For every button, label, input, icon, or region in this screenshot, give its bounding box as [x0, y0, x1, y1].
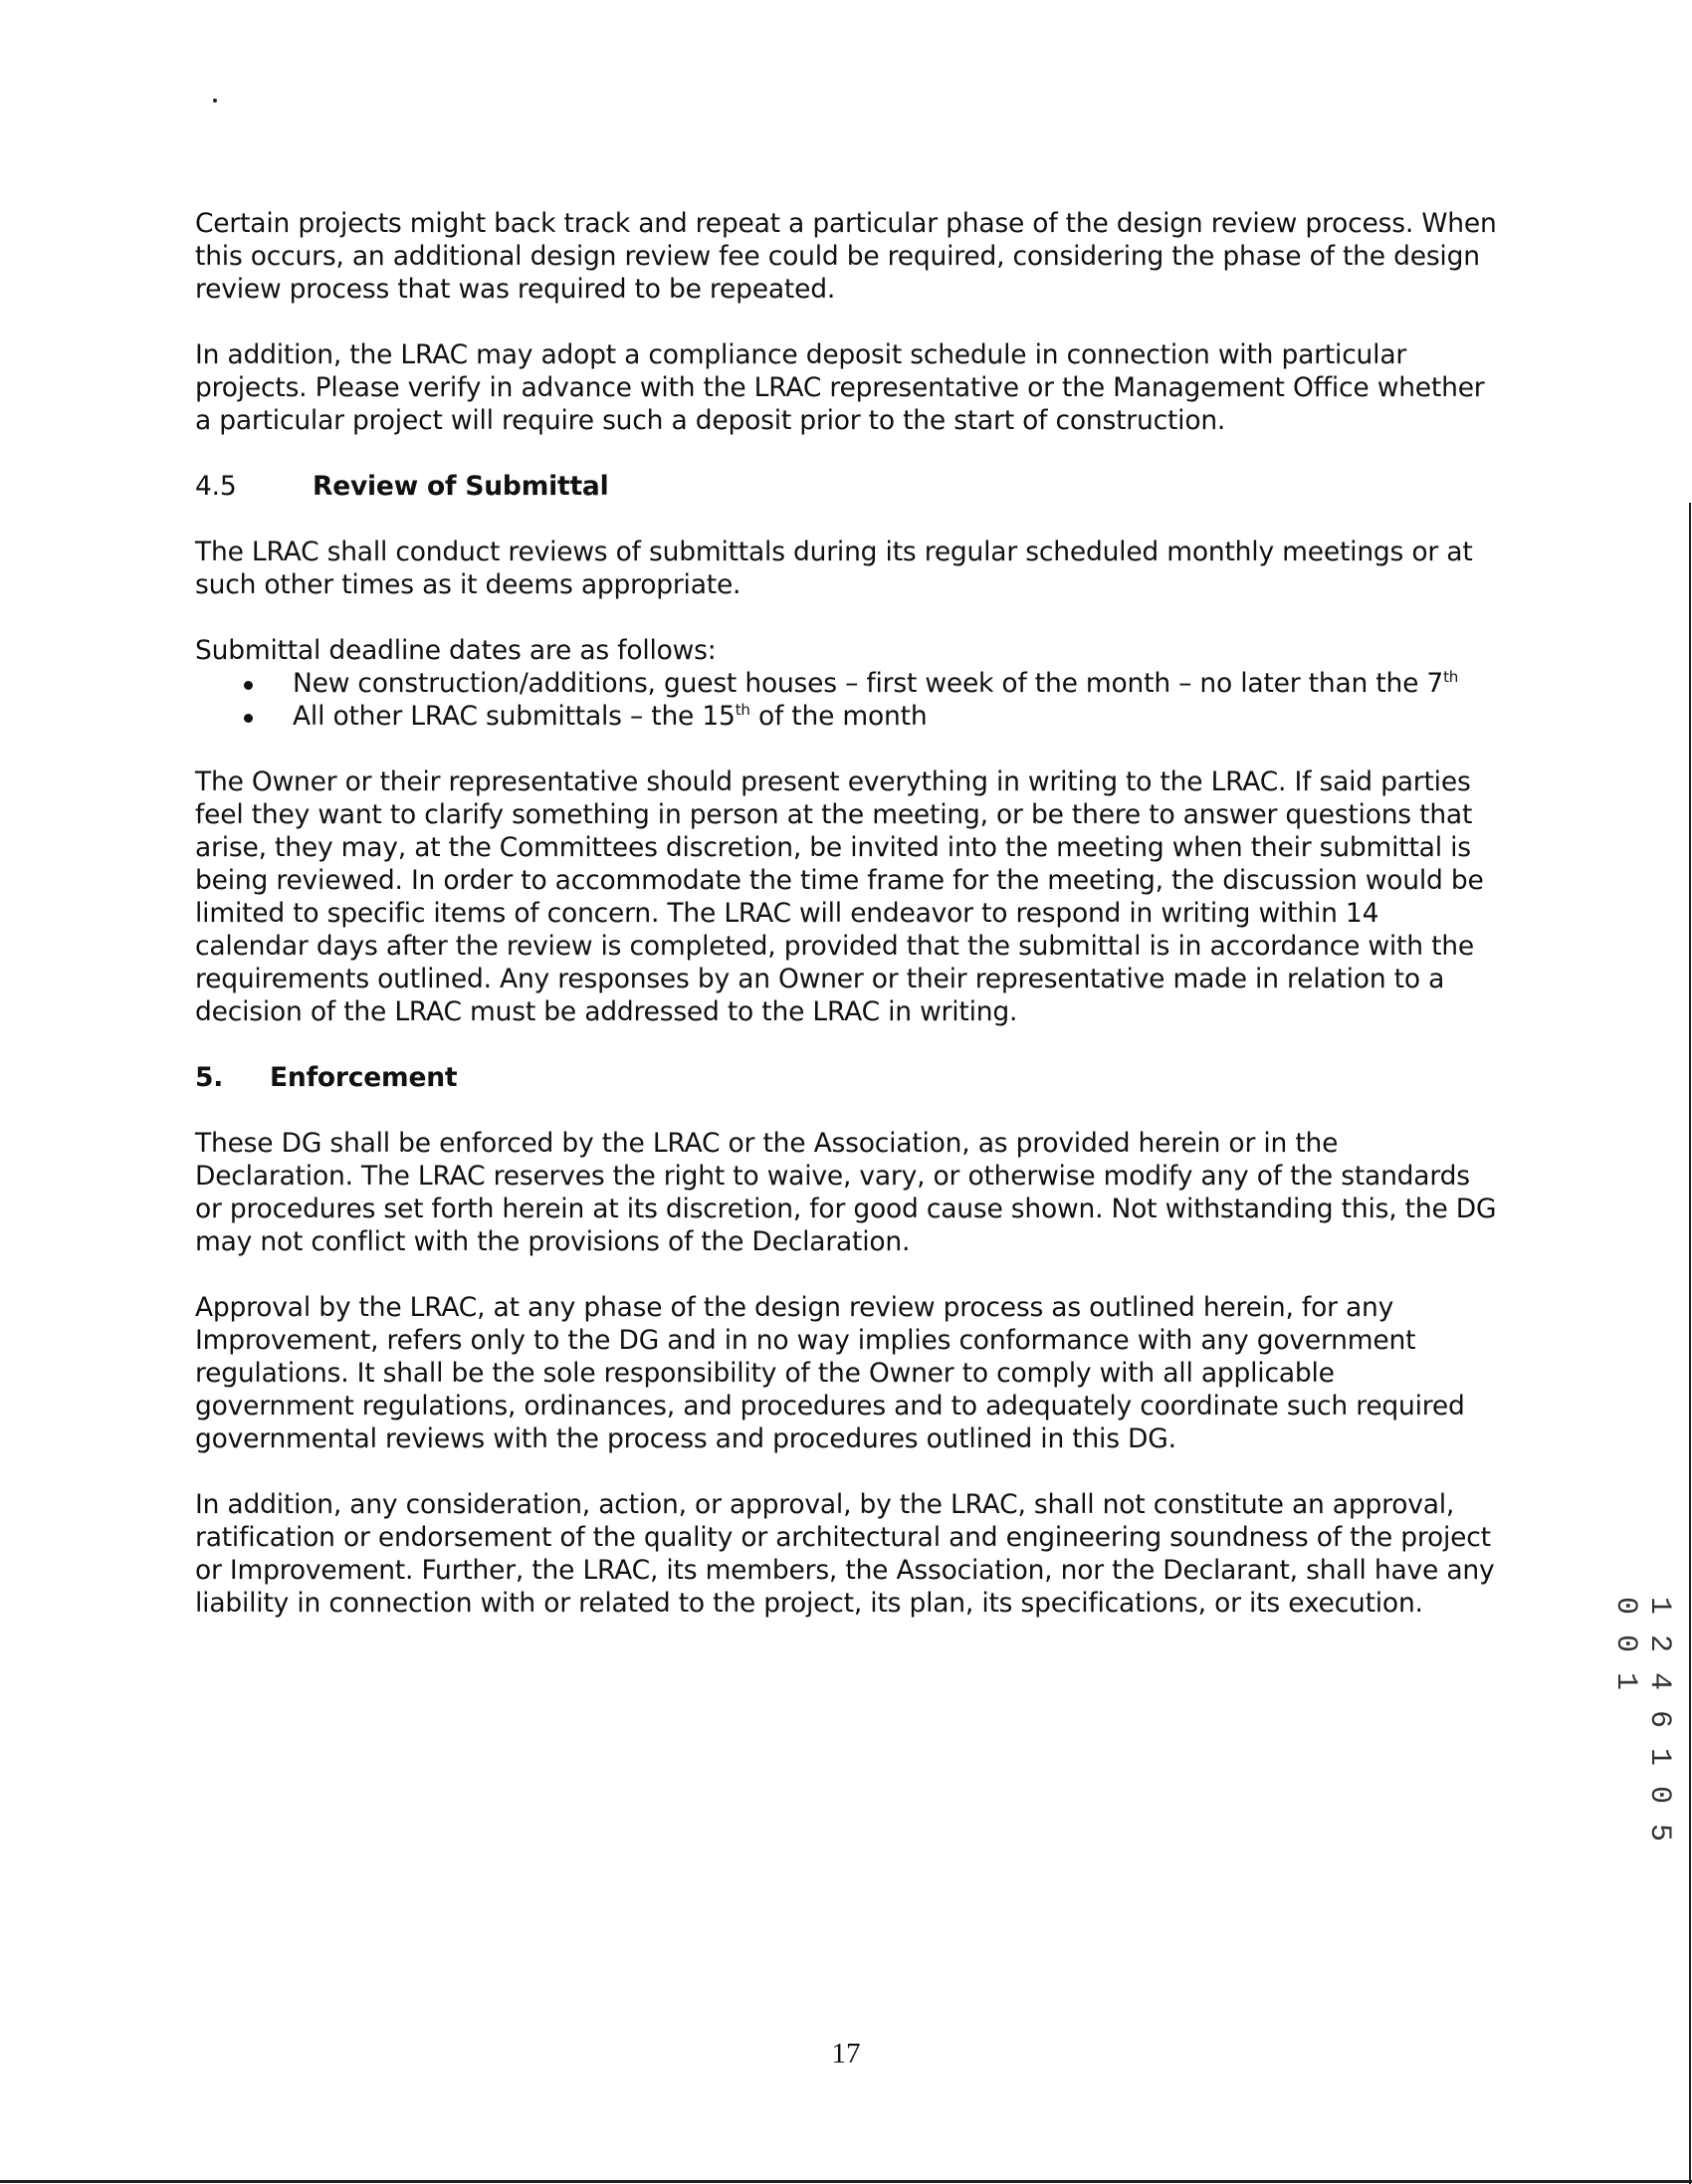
- ordinal-suffix: th: [1443, 668, 1459, 687]
- section-heading-review-of-submittal: [195, 470, 1499, 503]
- paragraph-liability: In addition, any consideration, action, or approval, by the LRAC, shall not constitute an approval, ratification or endorsement of the quality or architectural and engineering soundness of the project or Improvement. Further, the LRAC, its members, the Association, nor the Declarant, shall have any liability in connection with or related to the project, its plan, its specifications, or its execution.: [195, 1489, 1495, 1619]
- scan-edge-line: [1689, 503, 1691, 2184]
- section-title: Enforcement: [270, 1062, 458, 1093]
- paragraph-repeat-phase-fee: Certain projects might back track and repeat a particular phase of the design review process. When this occurs, an additional design review fee could be required, considering the phase of the design review process that was required to be repeated.: [195, 208, 1497, 305]
- bullet-text: All other LRAC submittals – the 15: [293, 701, 736, 732]
- paragraph-approval-scope: Approval by the LRAC, at any phase of the design review process as outlined herein, for any Improvement, refers only to the DG and in no way implies conformance with any government regulations. It shall be the sole responsibility of the Owner to comply with all applicable government regulations, ordinances, and procedures and to adequately coordinate such required governmental reviews with the process and procedures outlined in this DG.: [195, 1292, 1465, 1454]
- paragraph-owner-presentation: The Owner or their representative should present everything in writing to the LRAC. If said parties feel they want to clarify something in person at the meeting, or be there to answer questions that arise, they may, at the Committees discretion, be invited into the meeting when their submittal is being reviewed. In order to accommodate the time frame for the meeting, the discussion would be limited to specific items of concern. The LRAC will endeavor to respond in writing within 14 calendar days after the review is completed, provided that the submittal is in accordance with the requirements outlined. Any responses by an Owner or their representative made in relation to a decision of the LRAC must be addressed to the LRAC in writing.: [195, 766, 1484, 1027]
- bullet-tail: of the month: [749, 701, 928, 732]
- ordinal-suffix: th: [735, 701, 750, 720]
- scan-speck: [213, 99, 217, 103]
- scan-edge-line: [0, 2180, 1692, 2183]
- list-item: [195, 700, 1499, 733]
- paragraph-enforcement: These DG shall be enforced by the LRAC or the Association, as provided herein or in the Declaration. The LRAC reserves the right to waive, vary, or otherwise modify any of the standards or procedures set forth herein at its discretion, for good cause shown. Not withstanding this, the DG may not conflict with the provisions of the Declaration.: [195, 1128, 1497, 1257]
- page-number: 17: [831, 2038, 861, 2070]
- page-body: [195, 207, 1499, 1652]
- list-item: [195, 667, 1499, 700]
- paragraph-review-meetings: The LRAC shall conduct reviews of submittals during its regular scheduled monthly meetings or at such other times as it deems appropriate.: [195, 537, 1473, 600]
- section-title: Review of Submittal: [313, 471, 609, 502]
- section-number: 5.: [195, 1062, 224, 1093]
- deadline-list: [195, 667, 1499, 733]
- document-stamp-number: 1 2 4 6 1 0 5 0 0 1: [1608, 1597, 1676, 1844]
- section-number: 4.5: [195, 471, 237, 502]
- deadline-intro: Submittal deadline dates are as follows:: [195, 635, 717, 666]
- section-heading-enforcement: [195, 1061, 1499, 1094]
- bullet-text: New construction/additions, guest houses – first week of the month – no later than the 7: [293, 668, 1444, 699]
- paragraph-compliance-deposit: In addition, the LRAC may adopt a compliance deposit schedule in connection with particular projects. Please verify in advance with the LRAC representative or the Management Office whether a particular project will require such a deposit prior to the start of construction.: [195, 339, 1485, 436]
